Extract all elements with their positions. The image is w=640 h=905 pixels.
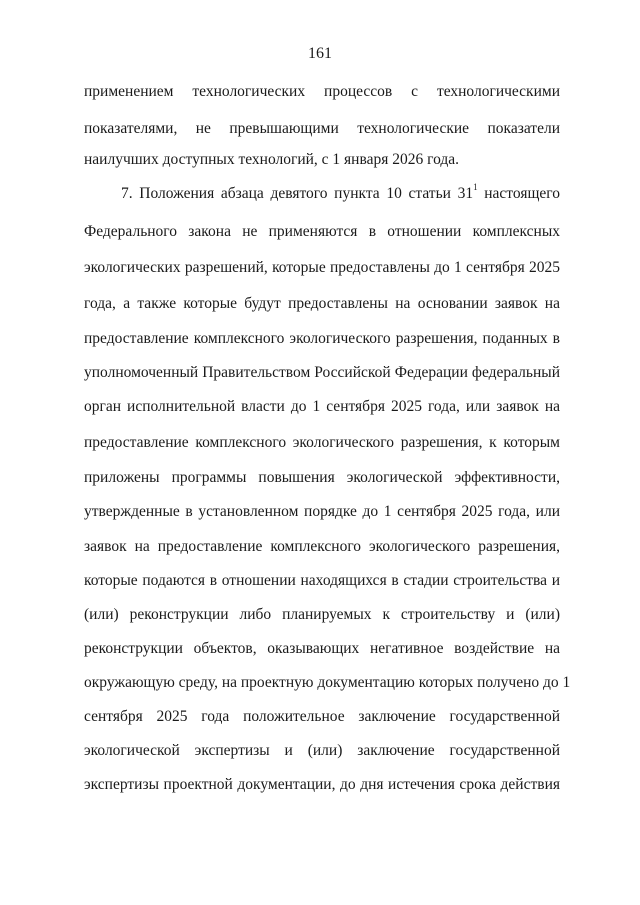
paragraph-first-line xyxy=(121,181,560,204)
text-line: предоставление комплексного экологического разрешения, к которым xyxy=(84,434,560,451)
text-line: уполномоченный Правительством Российской Федерации федеральный xyxy=(84,364,560,381)
text-line: заявок на предоставление комплексного экологического разрешения, xyxy=(84,538,560,555)
superscript: 1 xyxy=(473,181,478,192)
text-line: орган исполнительной власти до 1 сентября 2025 года, или заявок на xyxy=(84,398,560,415)
text-line: применением технологических процессов с технологическими xyxy=(84,83,560,100)
text-line: окружающую среду, на проектную документацию которых получено до 1 xyxy=(84,674,571,691)
text-line: предоставление комплексного экологического разрешения, поданных в xyxy=(84,330,560,347)
text-fragment: настоящего xyxy=(477,185,560,202)
text-line: экологической экспертизы и (или) заключение государственной xyxy=(84,742,560,759)
text-line: Федерального закона не применяются в отношении комплексных xyxy=(84,223,560,240)
text-line: года, а также которые будут предоставлены на основании заявок на xyxy=(84,295,560,312)
text-line: экспертизы проектной документации, до дня истечения срока действия xyxy=(84,776,560,793)
text-line: которые подаются в отношении находящихся в стадии строительства и xyxy=(84,572,560,589)
text-line: приложены программы повышения экологической эффективности, xyxy=(84,469,560,486)
text-fragment: 7. Положения абзаца девятого пункта 10 статьи 31 xyxy=(121,185,474,202)
text-line: реконструкции объектов, оказывающих негативное воздействие на xyxy=(84,640,560,657)
text-line: сентября 2025 года положительное заключение государственной xyxy=(84,708,560,725)
text-line: (или) реконструкции либо планируемых к строительству и (или) xyxy=(84,606,560,623)
page-number: 161 xyxy=(308,45,332,62)
text-line: показателями, не превышающими технологические показатели xyxy=(84,120,560,137)
text-line: утвержденные в установленном порядке до 1 сентября 2025 года, или xyxy=(84,503,560,520)
text-line: наилучших доступных технологий, с 1 января 2026 года. xyxy=(84,151,460,168)
text-line: экологических разрешений, которые предоставлены до 1 сентября 2025 xyxy=(84,259,560,276)
